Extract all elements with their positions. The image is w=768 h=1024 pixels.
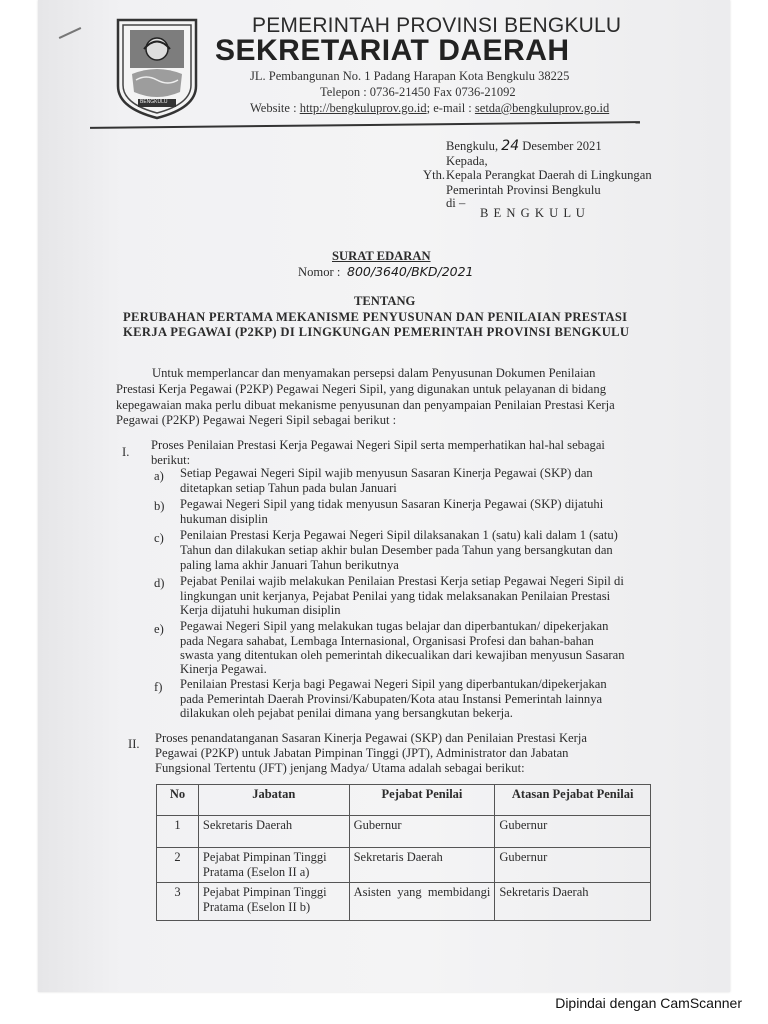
recipient-line1: Kepala Perangkat Daerah di Lingkungan [446,168,652,182]
section1-line-1: Proses Penilaian Prestasi Kerja Pegawai Negeri Sipil serta memperhatikan hal-hal sebagai [151,438,605,452]
cell-no: 1 [157,816,199,848]
subject-line-2: KERJA PEGAWAI (P2KP) DI LINGKUNGAN PEMERINTAH PROVINSI BENGKULU [123,325,630,339]
nomor-value: 800/3640/BKD/2021 [347,264,474,279]
letterhead-office: SEKRETARIAT DAERAH [215,34,570,67]
scanner-watermark: Dipindai dengan CamScanner [555,995,742,1011]
cell-atasan: Gubernur [495,848,651,883]
nomor-label: Nomor : [298,265,341,279]
cell-pejabat-penilai: Sekretaris Daerah [349,848,495,883]
list-item-line: Kinerja Pegawai. [180,662,267,676]
jabatan-table [156,784,651,921]
list-item-line: Penilaian Prestasi Kerja Pegawai Negeri Sipil dilaksanakan 1 (satu) kali dalam 1 (satu) [180,528,618,542]
list-item-label: a) [154,469,164,483]
list-item-line: ditetapkan setiap Tahun pada bulan Januari [180,481,397,495]
cell-jabatan: Pejabat Pimpinan Tinggi Pratama (Eselon II a) [198,848,349,883]
letterhead-province: PEMERINTAH PROVINSI BENGKULU [252,14,622,37]
letter-date [446,138,602,154]
list-item-line: Setiap Pegawai Negeri Sipil wajib menyusun Sasaran Kinerja Pegawai (SKP) dan [180,466,593,480]
letterhead-phone: Telepon : 0736-21450 Fax 0736-21092 [320,85,516,99]
section2-line-3: Fungsional Tertentu (JFT) jenjang Madya/ Utama adalah sebagai berikut: [155,761,525,775]
list-item-line: Kerja dijatuhi hukuman disiplin [180,603,341,617]
intro-line-1: Untuk memperlancar dan menyamakan persepsi dalam Penyusunan Dokumen Penilaian [152,366,596,380]
cell-jabatan: Sekretaris Daerah [198,816,349,848]
website-label: Website : [250,101,300,115]
date-day: 24 [501,138,520,154]
list-item-line: dilakukan oleh pejabat penilai dimana yang bersangkutan bekerja. [180,706,513,720]
letter-heading: SURAT EDARAN [332,249,431,263]
list-item-label: e) [154,622,164,636]
recipient-yth: Yth. [423,168,446,182]
email-label: ; e-mail : [426,101,475,115]
table-header-row [157,785,651,816]
list-item-label: c) [154,531,164,545]
list-item-line: pada Pemerintah Daerah Provinsi/Kabupaten/Kota atau Instansi Pemerintah lainnya [180,692,603,706]
table-row [157,816,651,848]
letterhead-address: JL. Pembangunan No. 1 Padang Harapan Kota Bengkulu 38225 [250,69,570,83]
cell-no: 2 [157,848,199,883]
letterhead-contact [250,101,609,116]
cell-atasan: Sekretaris Daerah [495,883,651,921]
cell-jabatan: Pejabat Pimpinan Tinggi Pratama (Eselon II b) [198,883,349,921]
date-month-year: Desember 2021 [522,139,602,153]
table-row [157,883,651,921]
list-item-line: pada Negara sahabat, Lembaga Internasional, Organisasi Profesi dan bahan-bahan [180,634,594,648]
cell-atasan: Gubernur [495,816,651,848]
subject-line-1: PERUBAHAN PERTAMA MEKANISME PENYUSUNAN DAN PENILAIAN PRESTASI [123,310,628,324]
recipient-di: di – [446,196,466,210]
email-link[interactable]: setda@bengkuluprov.go.id [474,101,610,115]
date-place: Bengkulu, [446,139,499,153]
intro-line-2: Prestasi Kerja Pegawai (P2KP) Pegawai Negeri Sipil, yang digunakan untuk pelayanan di bidang [116,382,606,396]
list-item-label: f) [154,680,163,694]
header-pejabat-penilai: Pejabat Penilai [349,785,495,816]
list-item-line: Pegawai Negeri Sipil yang tidak menyusun Sasaran Kinerja Pegawai (SKP) dijatuhi [180,497,604,511]
section1-number: I. [122,445,130,459]
section2-line-1: Proses penandatanganan Sasaran Kinerja Pegawai (SKP) dan Penilaian Prestasi Kerja [155,731,587,745]
header-no: No [157,785,199,816]
intro-line-3: kepegawaian maka perlu dibuat mekanisme penyusunan dan penyampaian Penilaian Prestasi Kerja [116,398,615,412]
recipient-kepada: Kepada, [446,154,488,168]
section2-number: II. [128,737,140,751]
emblem-text: BENGKULU [140,99,168,105]
website-link[interactable]: http://bengkuluprov.go.id [299,101,427,115]
cell-pejabat-penilai: Asisten yang membidangi [349,883,495,921]
list-item-line: swasta yang ditentukan oleh pemerintah dikecualikan dari kewajiban menyusun Sasaran [180,648,625,662]
list-item-label: d) [154,576,165,590]
list-item-line: Tahun dan dilakukan setiap akhir bulan Desember pada Tahun yang bersangkutan dan [180,543,613,557]
list-item-label: b) [154,499,165,513]
list-item-line: Penilaian Prestasi Kerja bagi Pegawai Negeri Sipil yang diperbantukan/dipekerjakan [180,677,607,691]
list-item-line: Pegawai Negeri Sipil yang melakukan tugas belajar dan diperbantukan/ dipekerjakan [180,619,609,633]
header-atasan-pejabat-penilai: Atasan Pejabat Penilai [495,785,651,816]
list-item-line: Pejabat Penilai wajib melakukan Penilaian Prestasi Kerja setiap Pegawai Negeri Sipil di [180,574,624,588]
list-item-line: hukuman disiplin [180,512,268,526]
tentang-label: TENTANG [354,294,416,308]
recipient-city: B E N G K U L U [480,206,586,220]
cell-no: 3 [157,883,199,921]
cell-pejabat-penilai: Gubernur [349,816,495,848]
header-jabatan: Jabatan [198,785,349,816]
list-item-line: paling lama akhir Januari Tahun berikutnya [180,558,399,572]
intro-line-4: Pegawai (P2KP) Pegawai Negeri Sipil sebagai berikut : [116,413,397,427]
list-item-line: lingkungan unit kerjanya, Pejabat Penilai yang tidak melaksanakan Penilaian Prestasi [180,589,611,603]
section2-line-2: Pegawai (P2KP) untuk Jabatan Pimpinan Tinggi (JPT), Administrator dan Jabatan [155,746,569,760]
table-row [157,848,651,883]
recipient-line2: Pemerintah Provinsi Bengkulu [446,183,601,197]
section1-line-2: berikut: [151,453,191,467]
